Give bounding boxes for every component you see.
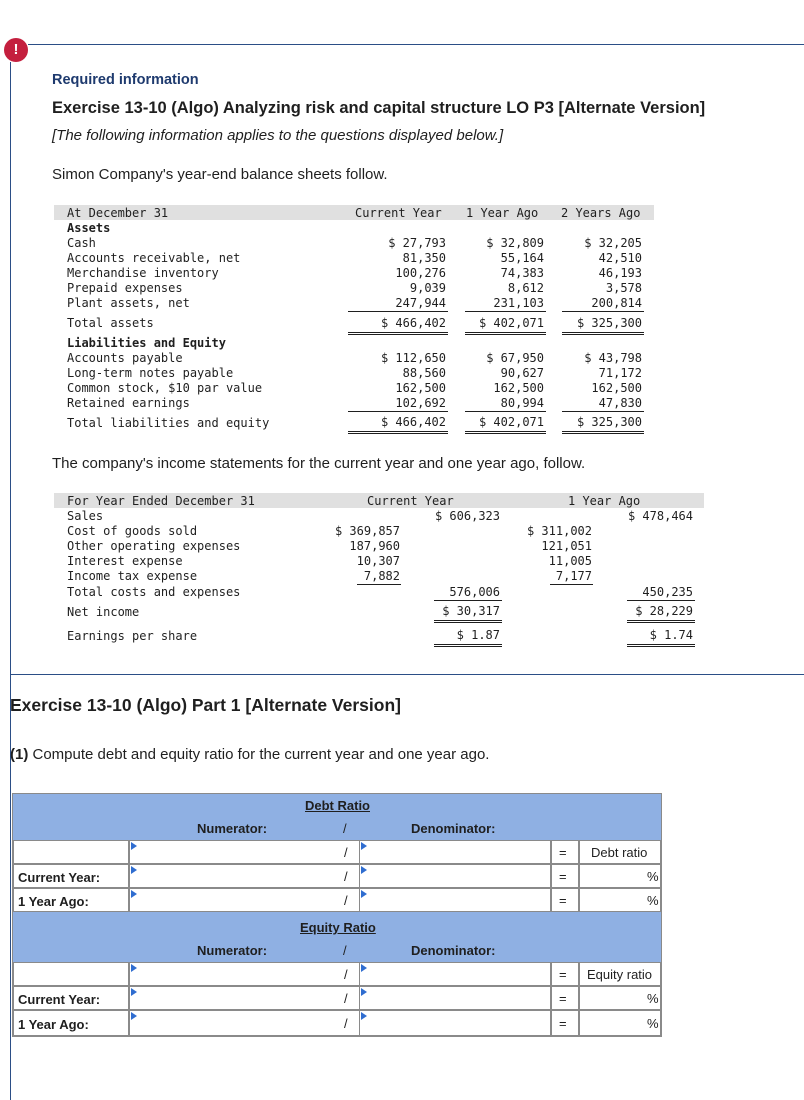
- income-statement-intro: The company's income statements for the current year and one year ago, follow.: [52, 455, 586, 472]
- total-double-rule: [434, 620, 502, 623]
- value-cell: 71,172: [598, 366, 642, 380]
- alert-icon: !: [4, 38, 28, 62]
- value-cell: $ 32,205: [584, 236, 642, 250]
- total-double-rule: [627, 620, 695, 623]
- value-cell: 55,164: [500, 251, 544, 265]
- row-label: Cash: [67, 236, 96, 250]
- row-label: Long-term notes payable: [67, 366, 234, 380]
- value-cell: 74,383: [500, 266, 544, 280]
- total-double-rule: [434, 644, 502, 647]
- current-year-label: Current Year:: [18, 870, 101, 885]
- total-double-rule: [627, 644, 695, 647]
- value-cell: $ 32,809: [486, 236, 544, 250]
- equals-sign: =: [559, 991, 567, 1006]
- row-label: Interest expense: [67, 554, 183, 568]
- section-divider: [10, 674, 804, 675]
- current-year-label: Current Year:: [18, 992, 101, 1007]
- value-cell: 231,103: [493, 296, 544, 310]
- equity-ratio-title: Equity Ratio: [300, 920, 376, 935]
- divide-symbol: /: [343, 943, 347, 958]
- value-cell: 88,560: [402, 366, 446, 380]
- part-title: Exercise 13-10 (Algo) Part 1 [Alternate Version]: [10, 695, 401, 715]
- liabilities-equity-heading: Liabilities and Equity: [67, 336, 226, 350]
- numerator-input[interactable]: [129, 864, 361, 888]
- net-income-label: Net income: [67, 605, 140, 619]
- denominator-input[interactable]: [359, 888, 551, 912]
- value-cell: $ 466,402: [380, 415, 446, 429]
- value-cell: 162,500: [395, 381, 446, 395]
- numerator-label: Numerator:: [197, 943, 268, 958]
- total-double-rule: [562, 332, 644, 335]
- col-1-year-ago: 1 Year Ago: [568, 494, 641, 508]
- dropdown-arrow-icon[interactable]: [361, 890, 367, 898]
- balance-sheet-intro: Simon Company's year-end balance sheets follow.: [52, 166, 388, 183]
- sales-label: Sales: [67, 509, 104, 523]
- row-label: Merchandise inventory: [67, 266, 219, 280]
- debt-ratio-label: Debt ratio: [591, 845, 648, 860]
- value-cell: 46,193: [598, 266, 642, 280]
- value-cell: 162,500: [493, 381, 544, 395]
- balance-sheet: [54, 205, 654, 435]
- income-statement-head: For Year Ended December 31: [67, 494, 255, 508]
- equals-sign: =: [559, 1016, 567, 1031]
- value-cell: $ 1.74: [649, 628, 693, 642]
- numerator-input[interactable]: [129, 986, 361, 1010]
- income-statement: [54, 493, 704, 653]
- col-current-year: Current Year: [355, 206, 442, 220]
- percent-sign: %: [647, 893, 659, 908]
- row-label-cell: [13, 962, 129, 986]
- value-cell: 162,500: [591, 381, 642, 395]
- value-cell: $ 43,798: [584, 351, 642, 365]
- divide-symbol: /: [343, 821, 347, 836]
- value-cell: $ 1.87: [456, 628, 500, 642]
- subtotal-rule: [627, 600, 695, 601]
- subtotal-rule: [348, 311, 448, 312]
- top-divider: [28, 44, 804, 45]
- dropdown-arrow-icon[interactable]: [131, 890, 137, 898]
- divide-symbol: /: [344, 1016, 348, 1031]
- value-cell: $ 28,229: [635, 604, 693, 618]
- value-cell: 200,814: [591, 296, 642, 310]
- divide-symbol: /: [344, 991, 348, 1006]
- row-label: Cost of goods sold: [67, 524, 198, 538]
- dropdown-arrow-icon[interactable]: [131, 1012, 137, 1020]
- value-cell: $ 112,650: [380, 351, 446, 365]
- total-double-rule: [465, 431, 546, 434]
- row-label: Other operating expenses: [67, 539, 241, 553]
- row-label: Prepaid expenses: [67, 281, 183, 295]
- instruction-note: [The following information applies to the questions displayed below.]: [52, 127, 504, 144]
- dropdown-arrow-icon[interactable]: [131, 866, 137, 874]
- subtotal-rule: [465, 311, 546, 312]
- denominator-input[interactable]: [359, 962, 551, 986]
- value-cell: 102,692: [395, 396, 446, 410]
- equity-ratio-label: Equity ratio: [587, 967, 653, 982]
- value-cell: 121,051: [541, 539, 592, 553]
- dropdown-arrow-icon[interactable]: [131, 988, 137, 996]
- divide-symbol: /: [344, 967, 348, 982]
- dropdown-arrow-icon[interactable]: [361, 842, 367, 850]
- numerator-input[interactable]: [129, 888, 361, 912]
- subtotal-rule: [562, 311, 644, 312]
- value-cell: 81,350: [402, 251, 446, 265]
- subtotal-rule: [562, 411, 644, 412]
- row-label: Retained earnings: [67, 396, 190, 410]
- denominator-label: Denominator:: [411, 943, 496, 958]
- total-assets-label: Total assets: [67, 316, 154, 330]
- equals-sign: =: [559, 893, 567, 908]
- dropdown-arrow-icon[interactable]: [361, 1012, 367, 1020]
- value-cell: $ 402,071: [478, 415, 544, 429]
- subtotal-rule: [348, 411, 448, 412]
- value-cell: 7,177: [555, 569, 592, 583]
- required-information-label: Required information: [52, 72, 199, 88]
- value-cell: $ 478,464: [627, 509, 693, 523]
- col-current-year: Current Year: [367, 494, 454, 508]
- value-cell: $ 369,857: [334, 524, 400, 538]
- value-cell: 7,882: [363, 569, 400, 583]
- value-cell: $ 30,317: [442, 604, 500, 618]
- value-cell: 3,578: [605, 281, 642, 295]
- denominator-input[interactable]: [359, 864, 551, 888]
- value-cell: $ 325,300: [576, 415, 642, 429]
- value-cell: $ 311,002: [526, 524, 592, 538]
- row-label: Accounts receivable, net: [67, 251, 241, 265]
- debt-ratio-title: Debt Ratio: [305, 798, 370, 813]
- exercise-title: Exercise 13-10 (Algo) Analyzing risk and capital structure LO P3 [Alternate Version]: [52, 99, 706, 117]
- subtotal-rule: [550, 584, 593, 585]
- numerator-input[interactable]: [129, 840, 361, 864]
- value-cell: $ 27,793: [388, 236, 446, 250]
- equals-sign: =: [559, 869, 567, 884]
- value-cell: 90,627: [500, 366, 544, 380]
- label-cell: [13, 816, 129, 840]
- equals-sign: =: [559, 967, 567, 982]
- value-cell: $ 402,071: [478, 316, 544, 330]
- denominator-label: Denominator:: [411, 821, 496, 836]
- value-cell: 247,944: [395, 296, 446, 310]
- dropdown-arrow-icon[interactable]: [361, 866, 367, 874]
- ratio-form: [12, 793, 662, 1037]
- dropdown-arrow-icon[interactable]: [131, 964, 137, 972]
- value-cell: 9,039: [409, 281, 446, 295]
- subtotal-rule: [357, 584, 401, 585]
- subtotal-rule: [434, 600, 502, 601]
- value-cell: 47,830: [598, 396, 642, 410]
- year-ago-label: 1 Year Ago:: [18, 894, 89, 909]
- total-costs-label: Total costs and expenses: [67, 585, 241, 599]
- value-cell: 11,005: [548, 554, 592, 568]
- value-cell: 80,994: [500, 396, 544, 410]
- dropdown-arrow-icon[interactable]: [361, 964, 367, 972]
- percent-sign: %: [647, 1016, 659, 1031]
- dropdown-arrow-icon[interactable]: [131, 842, 137, 850]
- equals-sign: =: [559, 845, 567, 860]
- numerator-label: Numerator:: [197, 821, 268, 836]
- col-1-year-ago: 1 Year Ago: [466, 206, 539, 220]
- value-cell: $ 67,950: [486, 351, 544, 365]
- percent-sign: %: [647, 991, 659, 1006]
- value-cell: $ 325,300: [576, 316, 642, 330]
- row-label-cell: [13, 840, 129, 864]
- dropdown-arrow-icon[interactable]: [361, 988, 367, 996]
- eps-label: Earnings per share: [67, 629, 198, 643]
- numerator-input[interactable]: [129, 962, 361, 986]
- divide-symbol: /: [344, 869, 348, 884]
- row-label: Accounts payable: [67, 351, 183, 365]
- col-2-years-ago: 2 Years Ago: [561, 206, 641, 220]
- question-text: [10, 746, 489, 763]
- denominator-input[interactable]: [359, 1010, 551, 1036]
- year-ago-label: 1 Year Ago:: [18, 1017, 89, 1032]
- assets-heading: Assets: [67, 221, 111, 235]
- value-cell: 42,510: [598, 251, 642, 265]
- left-border: [10, 62, 11, 1100]
- divide-symbol: /: [344, 893, 348, 908]
- denominator-input[interactable]: [359, 986, 551, 1010]
- value-cell: 450,235: [642, 585, 693, 599]
- total-double-rule: [465, 332, 546, 335]
- subtotal-rule: [465, 411, 546, 412]
- value-cell: 100,276: [395, 266, 446, 280]
- row-label: Plant assets, net: [67, 296, 190, 310]
- row-label: Income tax expense: [67, 569, 198, 583]
- value-cell: $ 466,402: [380, 316, 446, 330]
- value-cell: 10,307: [356, 554, 400, 568]
- question-number: (1): [10, 746, 29, 763]
- total-double-rule: [348, 431, 448, 434]
- question-body: Compute debt and equity ratio for the current year and one year ago.: [28, 746, 490, 763]
- value-cell: 576,006: [449, 585, 500, 599]
- total-double-rule: [348, 332, 448, 335]
- percent-sign: %: [647, 869, 659, 884]
- row-label: Common stock, $10 par value: [67, 381, 263, 395]
- numerator-input[interactable]: [129, 1010, 361, 1036]
- divide-symbol: /: [344, 845, 348, 860]
- balance-sheet-head: At December 31: [67, 206, 169, 220]
- total-double-rule: [562, 431, 644, 434]
- denominator-input[interactable]: [359, 840, 551, 864]
- value-cell: 8,612: [507, 281, 544, 295]
- value-cell: 187,960: [349, 539, 400, 553]
- total-le-label: Total liabilities and equity: [67, 416, 270, 430]
- value-cell: $ 606,323: [434, 509, 500, 523]
